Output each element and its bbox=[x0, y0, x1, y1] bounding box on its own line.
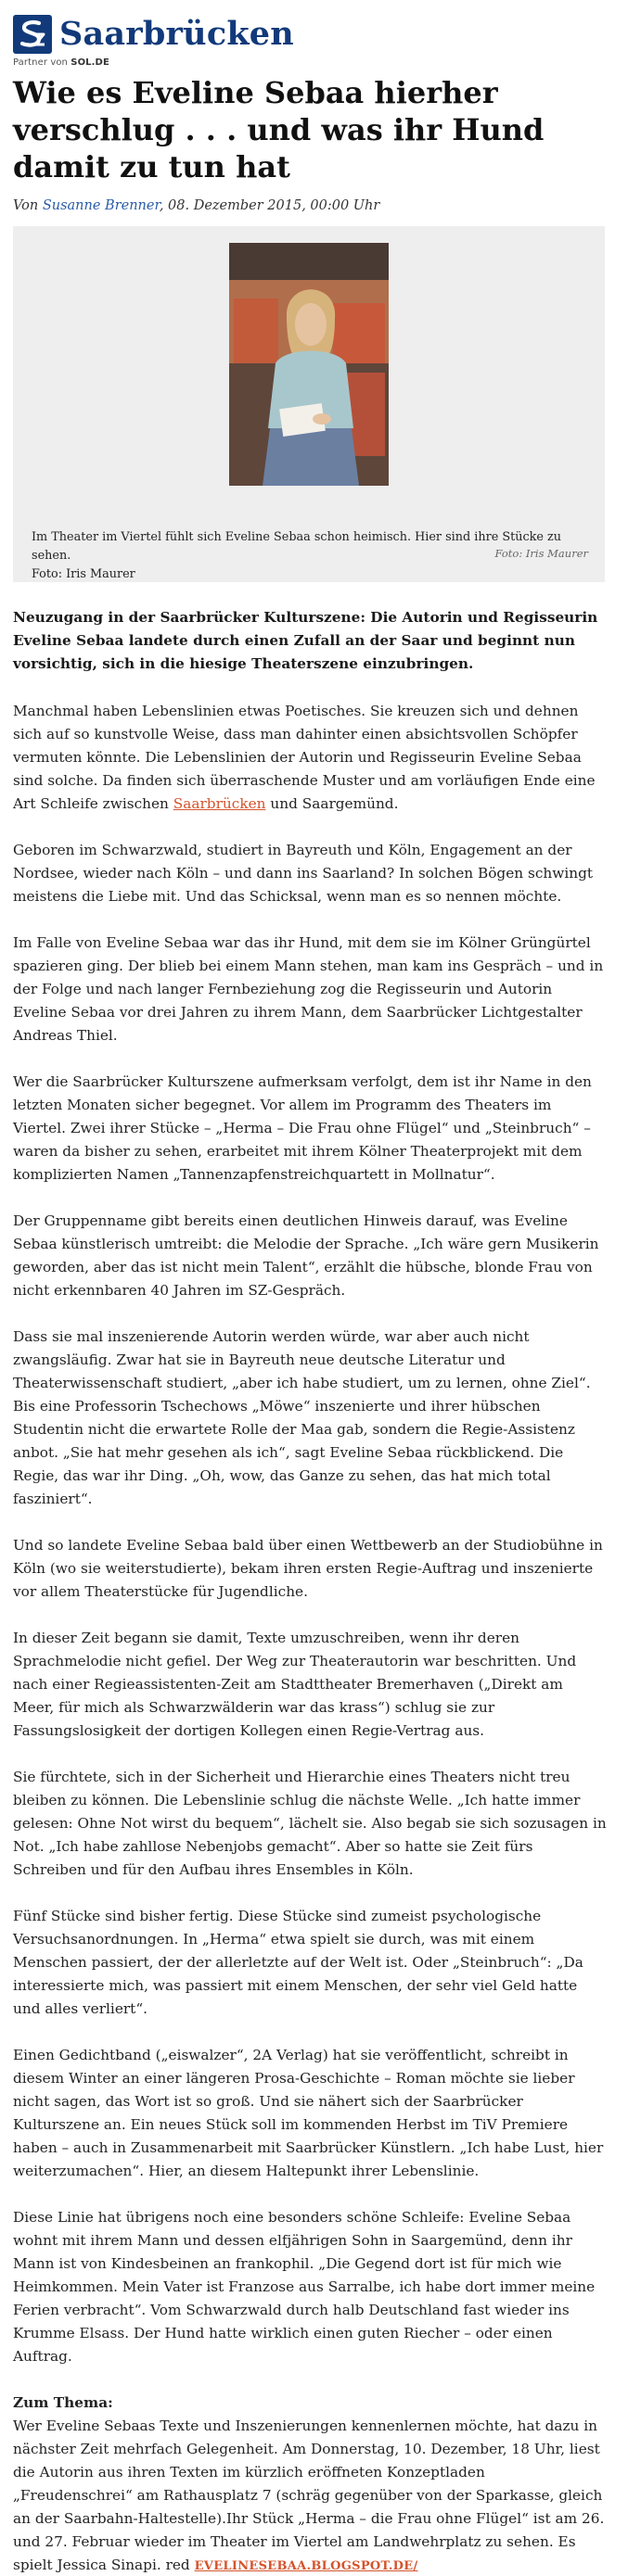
brand-name: Saarbrücken bbox=[59, 15, 294, 53]
paragraph-3: Im Falle von Eveline Sebaa war das ihr Hund, mit dem sie im Kölner Grüngürtel spazieren ging. Der blieb bei einem Mann stehen, man kam ins Gespräch – und in der Folge und nach langer Fernbeziehung zog die Regisseurin und Autorin Eveline Sebaa vor drei Jahren zu ihrem Mann, dem Saarbrücker Lichtgestalter Andreas Thiel. bbox=[13, 934, 604, 1044]
brand-subtitle bbox=[13, 57, 109, 68]
paragraph-2: Geboren im Schwarzwald, studiert in Bayreuth und Köln, Engagement an der Nordsee, wieder nach Köln – und dann ins Saarland? In solchen Bögen schwingt meistens die Liebe mit. Und das Schicksal, wenn man es so nennen möchte. bbox=[13, 842, 594, 905]
paragraph-4: Wer die Saarbrücker Kulturszene aufmerksam verfolgt, dem ist ihr Name in den letzten Monaten sicher begegnet. Vor allem im Programm des Theaters im Viertel. Zwei ihrer Stücke – „Herma – Die Frau ohne Flügel“ und „Steinbruch“ – waren da bisher zu sehen, erarbeitet mit ihrem Kölner Theaterprojekt mit dem komplizierten Namen „Tannenzapfenstreichquartett in Mollnatur“. bbox=[13, 1073, 592, 1183]
paragraph-1 bbox=[13, 700, 607, 816]
paragraph-12: Diese Linie hat übrigens noch eine besonders schöne Schleife: Eveline Sebaa wohnt mit ihrem Mann und dessen elfjährigen Sohn in Saargemünd, denn ihr Mann ist von Kindesbeinen an frankophil. „Die Gegend dort ist für mich wie Heimkommen. Mein Vater ist Franzose aus Sarralbe, ich habe dort immer meine Ferien verbracht“. Vom Schwarzwald durch halb Deutschland fast wieder ins Krumme Elsass. Der Hund hatte wirklich einen guten Riecher – oder einen Auftrag. bbox=[13, 2209, 596, 2365]
author-link[interactable]: Susanne Brenner bbox=[42, 198, 160, 213]
paragraph-5: Der Gruppenname gibt bereits einen deutlichen Hinweis darauf, was Eveline Sebaa künstlerisch umtreibt: die Melodie der Sprache. „Ich wäre gern Musikerin geworden, aber das ist nicht mein Talent“, erzählt die hübsche, blonde Frau von nicht erkennbaren 40 Jahren im SZ-Gespräch. bbox=[13, 1212, 599, 1299]
zum-thema-heading: Zum Thema: bbox=[13, 2394, 113, 2411]
article-body bbox=[13, 606, 607, 2576]
paragraph-1-text-a: Manchmal haben Lebenslinien etwas Poetisches. Sie kreuzen sich und dehnen sich auf so kunstvolle Weise, dass man dahinter einen absichtsvollen Schöpfer vermuten könnte. Die Lebenslinien der Autorin und Regisseurin Eveline Sebaa sind solche. Da finden sich überraschende Muster und am vorläufigen Ende eine Art Schleife zwischen bbox=[13, 703, 596, 812]
photo-credit: Foto: Iris Maurer bbox=[494, 547, 588, 560]
paragraph-11: Einen Gedichtband („eiswalzer“, 2A Verlag) hat sie veröffentlicht, schreibt in diesem Winter an einer längeren Prosa-Geschichte – Roman möchte sie lieber nicht sagen, das Wort ist so groß. Und sie nähert sich der Saarbrücker Kulturszene an. Ein neues Stück soll im kommenden Herbst im TiV Premiere haben – auch in Zusammenarbeit mit Saarbrücker Künstlern. „Ich habe Lust, hier weiterzumachen“. Hier, an diesem Haltepunkt ihrer Lebenslinie. bbox=[13, 2047, 604, 2179]
saarbruecken-link[interactable]: Saarbrücken bbox=[173, 795, 266, 812]
zum-thema-text: Wer Eveline Sebaas Texte und Inszenierungen kennenlernen möchte, hat dazu in nächster Zeit mehrfach Gelegenheit. Am Donnerstag, 10. Dezember, 18 Uhr, liest die Autorin aus ihren Texten im kürzlich eröffneten Konzeptladen „Freudenschrei“ am Rathausplatz 7 (schräg gegenüber von der Sparkasse, gleich an der Saarbahn-Haltestelle).Ihr Stück „Herma – die Frau ohne Flügel“ ist am 26. und 27. Februar wieder im Theater im Viertel am Landwehrplatz zu sehen. Es spielt Jessica Sinapi. red bbox=[13, 2417, 605, 2573]
photo-box bbox=[13, 226, 605, 582]
byline-prefix: Von bbox=[13, 198, 39, 213]
paragraph-6: Dass sie mal inszenierende Autorin werden würde, war aber auch nicht zwangsläufig. Zwar hat sie in Bayreuth neue deutsche Literatur und Theaterwissenschaft studiert, „aber ich habe studiert, um zu lernen, ohne Ziel“. Bis eine Professorin Tschechows „Möwe“ inszenierte und ihrer hübschen Studentin nicht die erwartete Rolle der Maa gab, sondern die Regie-Assistenz anbot. „Sie hat mehr gesehen als ich“, sagt Eveline Sebaa rückblickend. Die Regie, das war ihr Ding. „Oh, wow, das Ganze zu sehen, das hat mich total fasziniert“. bbox=[13, 1328, 591, 1507]
photo-illustration bbox=[229, 243, 389, 486]
article-photo[interactable] bbox=[229, 243, 389, 486]
paragraph-8: In dieser Zeit begann sie damit, Texte umzuschreiben, wenn ihr deren Sprachmelodie nicht gefiel. Der Weg zur Theaterautorin war beschritten. Und nach einer Regieassistenten-Zeit am Stadttheater Bremerhaven („Direkt am Meer, für mich als Schwarzwälderin war das krass“) schlug sie zur Fassungslosigkeit der dortigen Kollegen einen Regie-Vertrag aus. bbox=[13, 1630, 577, 1739]
paragraph-1-text-b: und Saargemünd. bbox=[265, 795, 399, 812]
brand-logo-link[interactable] bbox=[13, 15, 294, 69]
brand-subtitle-prefix: Partner von bbox=[13, 57, 68, 68]
sz-logo-icon bbox=[13, 15, 52, 54]
caption-text: Im Theater im Viertel fühlt sich Eveline Sebaa schon heimisch. Hier sind ihre Stücke zu sehen. bbox=[32, 530, 562, 563]
publish-date: , 08. Dezember 2015, 00:00 Uhr bbox=[159, 198, 380, 213]
article-lead: Neuzugang in der Saarbrücker Kulturszene: Die Autorin und Regisseurin Eveline Sebaa landete durch einen Zufall an der Saar und beginnt nun vorsichtig, sich in die hiesige Theaterszene einzubringen. bbox=[13, 609, 598, 672]
blog-link[interactable]: EVELINESEBAA.BLOGSPOT.DE/ bbox=[194, 2559, 418, 2573]
paragraph-9: Sie fürchtete, sich in der Sicherheit und Hierarchie eines Theaters nicht treu bleiben zu können. Die Lebenslinie schlug die nächste Welle. „Ich hatte immer gelesen: Ohne Not wirst du bequem“, lächelt sie. Also begab sie sich sozusagen in Not. „Ich habe zahllose Nebenjobs gemacht“. Aber so hatte sie Zeit fürs Schreiben und für den Aufbau ihres Ensembles in Köln. bbox=[13, 1769, 607, 1878]
zum-thema-box bbox=[13, 2392, 607, 2576]
byline bbox=[13, 198, 379, 213]
article-title: Wie es Eveline Sebaa hierher verschlug . . . und was ihr Hund damit zu tun hat bbox=[13, 75, 545, 184]
paragraph-10: Fünf Stücke sind bisher fertig. Diese Stücke sind zumeist psychologische Versuchsanordnungen. In „Herma“ etwa spielt sie durch, was mit einem Menschen passiert, der der allerletzte auf der Welt ist. Oder „Steinbruch“: „Da interessierte mich, was passiert mit einem Menschen, der sehr viel Geld hatte und alles verliert“. bbox=[13, 1908, 583, 2017]
caption-credit: Foto: Iris Maurer bbox=[32, 567, 135, 581]
paragraph-7: Und so landete Eveline Sebaa bald über einen Wettbewerb an der Studiobühne in Köln (wo sie weiterstudierte), bekam ihren ersten Regie-Auftrag und inszenierte vor allem Theaterstücke für Jugendliche. bbox=[13, 1537, 603, 1600]
brand-subtitle-partner: SOL.DE bbox=[70, 57, 109, 68]
